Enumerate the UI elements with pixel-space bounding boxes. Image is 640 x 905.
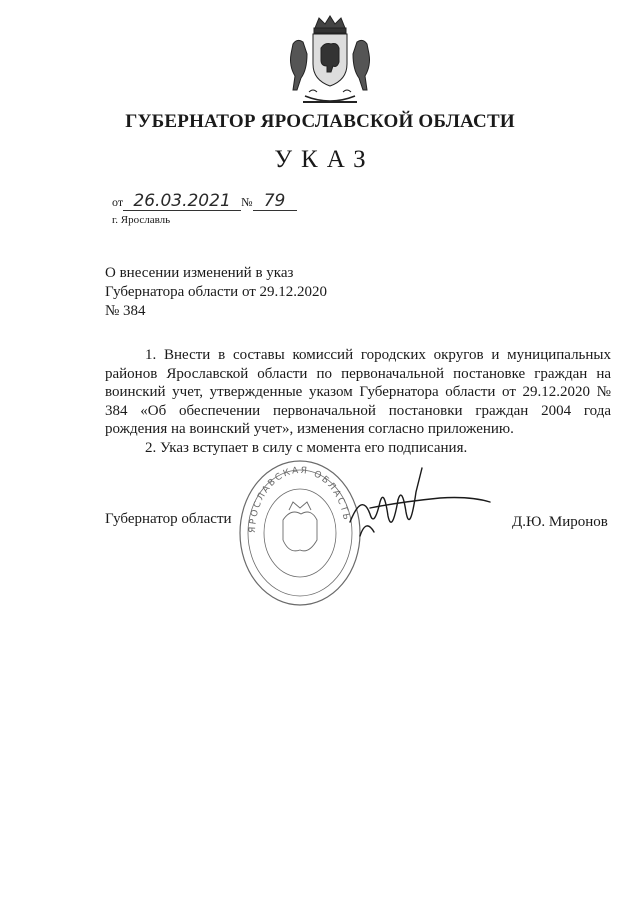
signatory-name: Д.Ю. Миронов xyxy=(512,514,608,530)
subject-line: № 384 xyxy=(105,303,146,319)
subject-line: Губернатора области от 29.12.2020 xyxy=(105,284,328,300)
city-label: г. Ярославль xyxy=(112,214,171,226)
number-prefix: № xyxy=(241,195,253,209)
body-paragraph-1: 1. Внести в составы комиссий городских округов и муниципальных районов Ярославской области по первоначальной постановке граждан на воинский учет, утвержденные указом Губернатора области от 29.12.2020 № 384 «Об обеспечении первоначальной постановки граждан 2004 года рождения на воинский учет», изменения согласно приложению. xyxy=(105,347,611,437)
date-prefix: от xyxy=(112,195,124,209)
date-number-line xyxy=(112,192,297,211)
signatory-position: Губернатор области xyxy=(105,511,232,527)
handwritten-signature-icon xyxy=(340,462,500,552)
issuer-heading: ГУБЕРНАТОР ЯРОСЛАВСКОЙ ОБЛАСТИ xyxy=(125,111,515,132)
seal-text: ЯРОСЛАВСКАЯ ОБЛАСТЬ xyxy=(247,465,352,534)
subject-line: О внесении изменений в указ xyxy=(105,265,294,281)
number-value: 79 xyxy=(253,192,297,211)
body-paragraph-2: 2. Указ вступает в силу с момента его подписания. xyxy=(145,439,468,456)
document-body xyxy=(105,346,611,457)
document-subject xyxy=(105,264,365,321)
yaroslavl-coat-of-arms-icon xyxy=(283,14,377,108)
date-value: 26.03.2021 xyxy=(123,192,241,211)
document-type-title: УКАЗ xyxy=(274,146,375,173)
